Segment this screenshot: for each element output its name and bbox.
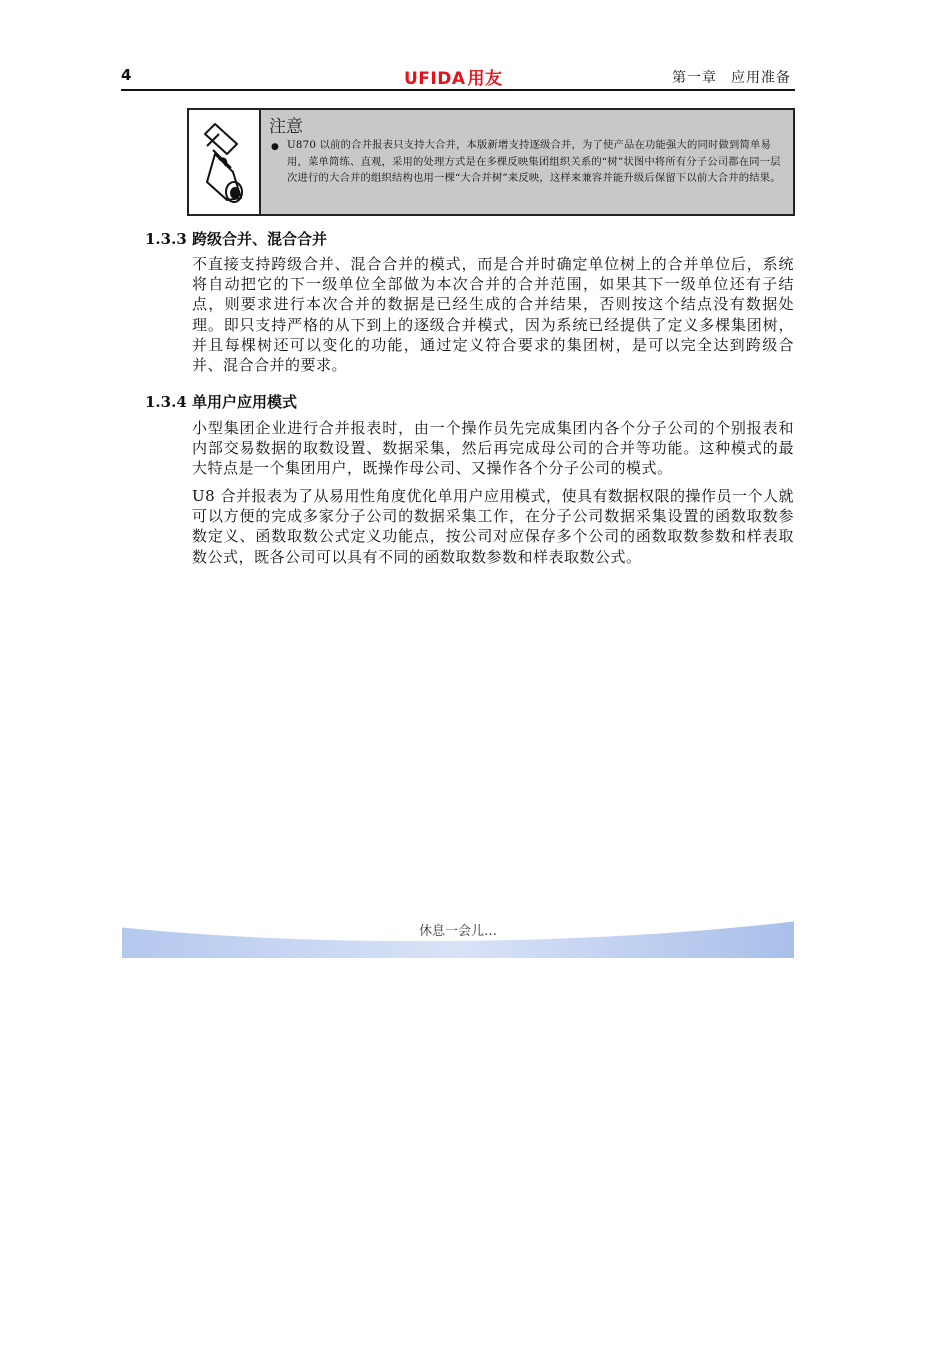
section-1-3-4-paragraph-1: 小型集团企业进行合并报表时，由一个操作员先完成集团内各个分子公司的个别报表和内部交易数据的取数设置、数据采集，然后再完成母公司的合并等功能。这种模式的最大特点是一个集团用户，既操作母公司、又操作各个分子公司的模式。: [192, 419, 794, 478]
note-icon-cell: [189, 110, 261, 214]
section-heading-1-3-3: 1.3.3 跨级合并、混合合并: [145, 230, 327, 248]
section-heading-1-3-4: 1.3.4 单用户应用模式: [145, 393, 297, 411]
brand-logo: [404, 64, 503, 89]
section-1-3-4-paragraph-2: U8 合并报表为了从易用性角度优化单用户应用模式，使具有数据权限的操作员一个人就可以方便的完成多家分子公司的数据采集工作，在分子公司数据采集设置的函数取数参数定义、函数取数公式定义功能点，按公司对应保存多个公司的函数取数参数和样表取数公式，既各公司可以具有不同的函数取数参数和样表取数公式。: [192, 487, 794, 566]
note-box: [187, 108, 795, 216]
note-bullet: ●: [271, 142, 279, 152]
section-1-3-3-paragraph: 不直接支持跨级合并、混合合并的模式，而是合并时确定单位树上的合并单位后，系统将自动把它的下一级单位全部做为本次合并的合并范围，如果其下一级单位还有子结点，则要求进行本次合并的数据是已经生成的合并结果，否则按这个结点没有数据处理。即只支持严格的从下到上的逐级合并模式，因为系统已经提供了定义多棵集团树，并且每棵树还可以变化的功能，通过定义符合要求的集团树，是可以完全达到跨级合并、混合合并的要求。: [192, 255, 794, 375]
chapter-number: 第一章: [672, 70, 717, 86]
brand-latin: UFIDA: [404, 69, 466, 89]
chapter-label: [672, 67, 791, 87]
brand-cn: 用友: [467, 69, 503, 89]
note-title: 注意: [269, 117, 303, 137]
megaphone-icon: [197, 120, 249, 204]
page-header: [121, 64, 795, 90]
header-rule: [121, 89, 795, 91]
chapter-title: 应用准备: [731, 70, 791, 86]
footer-text: 休息一会儿…: [418, 924, 497, 939]
page-number: 4: [121, 66, 132, 84]
note-text: U870 以前的合并报表只支持大合并，本版新增支持逐级合并，为了使产品在功能强大的同时做到简单易用，菜单简练、直观，采用的处理方式是在多棵反映集团组织关系的“树”状图中将所有分子公司都在同一层次进行的大合并的组织结构也用一棵“大合并树”来反映，这样来兼容并能升级后保留下以前大合并的结果。: [287, 139, 781, 184]
